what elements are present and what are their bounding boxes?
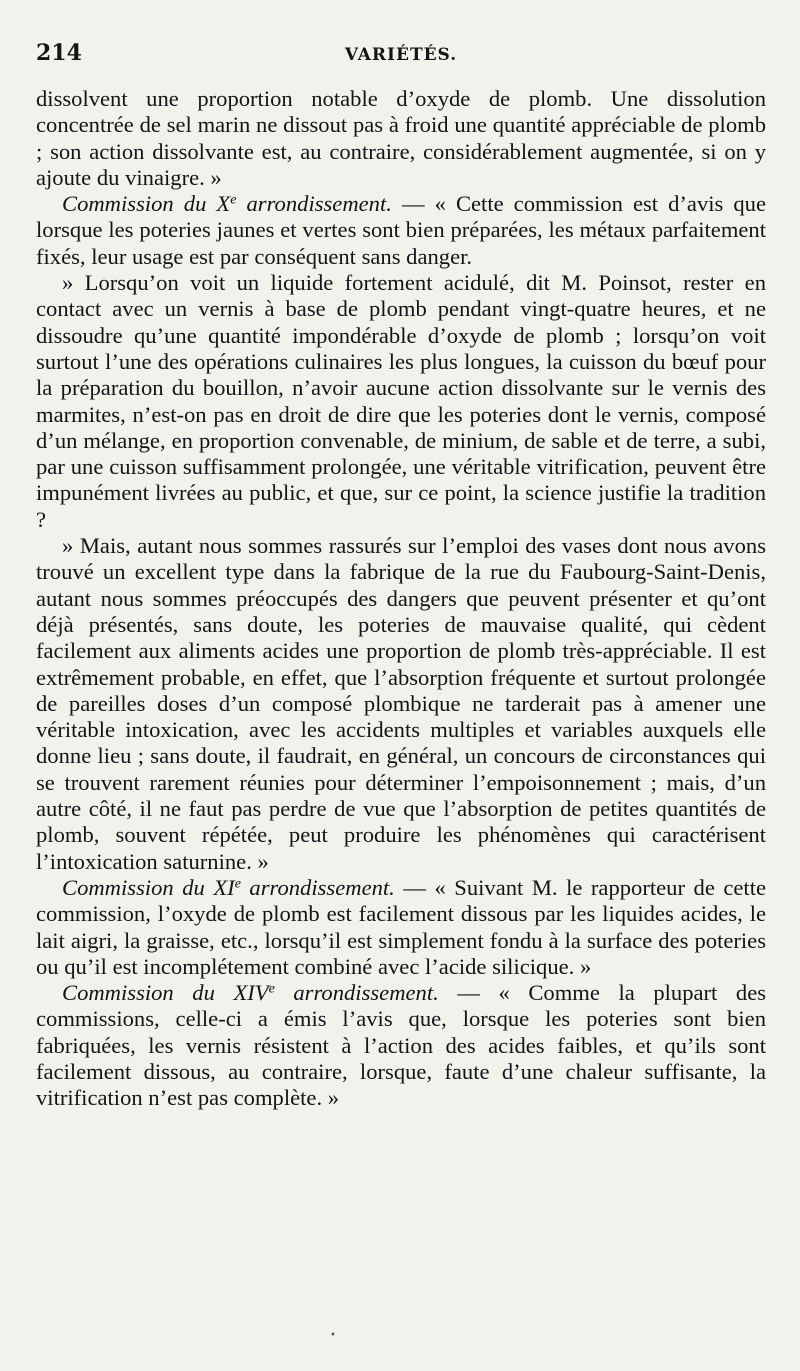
commission-label-xi: Commission du XIe arrondissement. bbox=[62, 874, 395, 900]
paragraph-6 bbox=[36, 980, 766, 1111]
footer-dot: • bbox=[330, 1330, 336, 1341]
paragraph-6-text: — « Comme la plupart des commissions, celle-ci a émis l’avis que, lorsque les poteries sont bien fabriquées, les vernis résistent à l’action des acides faibles, et qu’ils sont facilement dissous, au contraire, lorsque, faute d’une chaleur suffisante, la vitrification n’est pas complète. » bbox=[36, 980, 767, 1111]
paragraph-3: » Lorsqu’on voit un liquide fortement acidulé, dit M. Poinsot, rester en contact avec un vernis à base de plomb pendant vingt-quatre heures, et ne dissoudre qu’une quantité impondérable d’oxyde de plomb ; lorsqu’on voit surtout l’une des opérations culinaires les plus longues, la cuisson du bœuf pour la préparation du bouillon, n’avoir aucune action dissolvante sur le vernis des marmites, n’est-on pas en droit de dire que les poteries dont le vernis, composé d’un mélange, en proportion convenable, de minium, de sable et de terre, a subi, par une cuisson suffisamment prolongée, une véritable vitrification, peuvent être impunément livrées au public, et que, sur ce point, la science justifie la tradition ? bbox=[36, 270, 766, 532]
paragraph-2-text: — « Cette commission est d’avis que lorsque les poteries jaunes et vertes sont bien préparées, les métaux parfaitement fixés, leur usage est par conséquent sans danger. bbox=[36, 191, 766, 269]
page-number: 214 bbox=[36, 40, 82, 66]
commission-label-x: Commission du Xe arrondissement. bbox=[62, 191, 392, 217]
page-header bbox=[36, 40, 766, 80]
paragraph-5-text: — « Suivant M. le rapporteur de cette commission, l’oxyde de plomb est facilement dissous par les liquides acides, le lait aigri, la graisse, etc., lorsqu’il est simplement fondu à la surface des poteries ou qu’il est incomplétement combiné avec l’acide silicique. » bbox=[36, 874, 767, 979]
paragraph-4: » Mais, autant nous sommes rassurés sur l’emploi des vases dont nous avons trouvé un excellent type dans la fabrique de la rue du Faubourg-Saint-Denis, autant nous sommes préoccupés des dangers que peuvent présenter et qu’ont déjà présentés, sans doute, les poteries de mauvaise qualité, qui cèdent facilement aux aliments acides une proportion de plomb très-appréciable. Il est extrêmement probable, en effet, que l’absorption fréquente et surtout prolongée de pareilles doses d’un composé plombique ne tarderait pas à amener une véritable intoxication, avec les accidents multiples et variables auxquels elle donne lieu ; sans doute, il faudrait, en général, un concours de circonstances qui se trouvent rarement réunies pour déterminer l’empoisonnement ; mais, d’un autre côté, il ne faut pas perdre de vue que l’absorption de petites quantités de plomb, souvent répétée, peut produire les phénomènes qui caractérisent l’intoxication saturnine. » bbox=[36, 533, 766, 874]
body-text bbox=[36, 86, 766, 1112]
paragraph-2 bbox=[36, 191, 766, 270]
paragraph-1: dissolvent une proportion notable d’oxyde de plomb. Une dissolution concentrée de sel marin ne dissout pas à froid une quantité appréciable de plomb ; son action dissolvante est, au contraire, considérablement augmentée, si on y ajoute du vinaigre. » bbox=[36, 86, 766, 190]
paragraph-5 bbox=[36, 875, 766, 980]
commission-label-xiv: Commission du XIVe arrondissement. bbox=[62, 980, 439, 1006]
running-head: VARIÉTÉS. bbox=[344, 45, 458, 65]
